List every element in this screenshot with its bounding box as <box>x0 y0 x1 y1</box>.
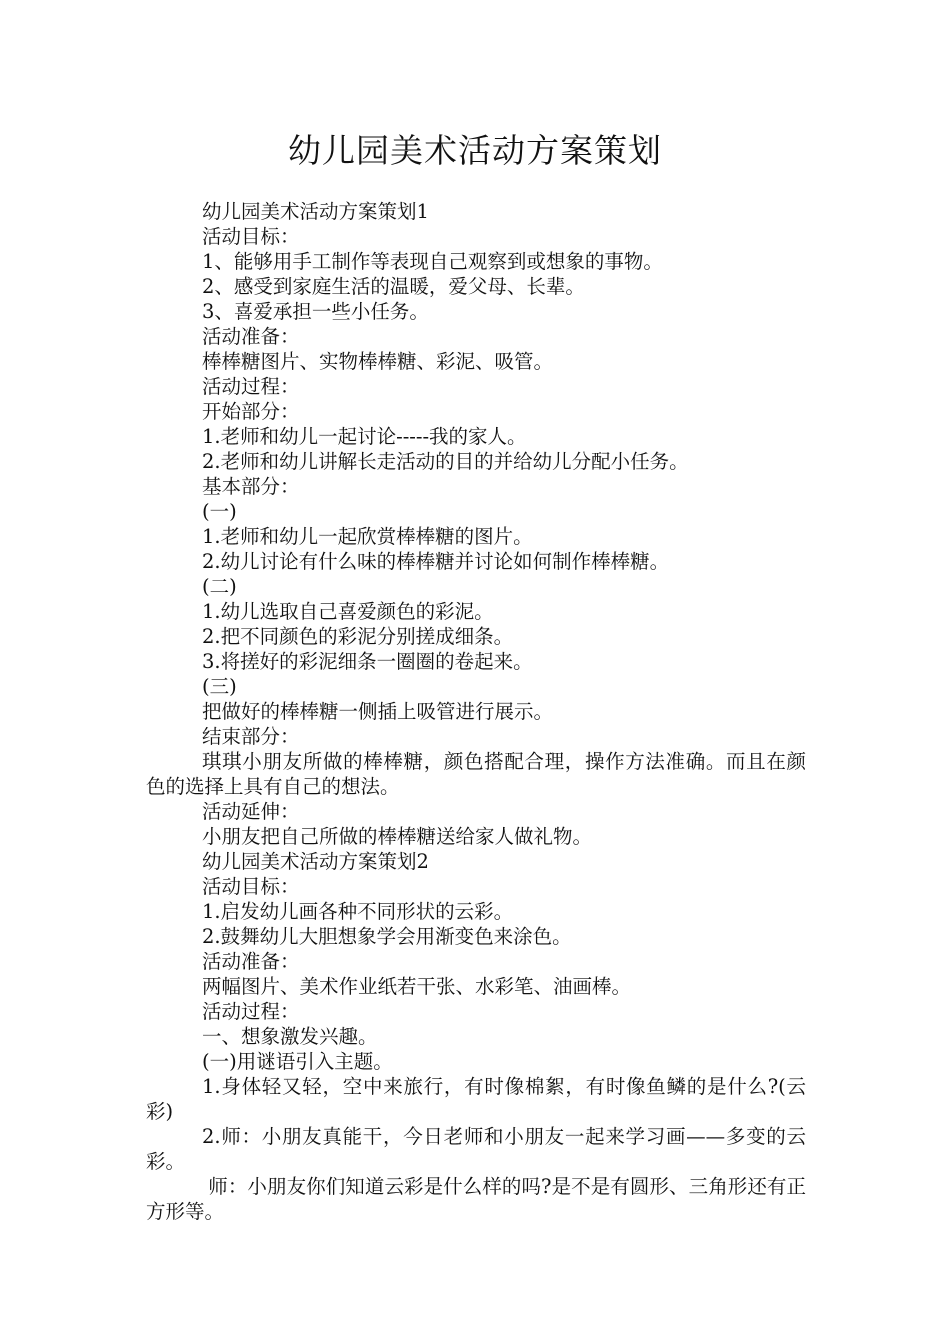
paragraph: (二) <box>202 575 237 598</box>
paragraph: 1、能够用手工制作等表现自己观察到或想象的事物。 <box>202 250 663 273</box>
paragraph: 把做好的棒棒糖一侧插上吸管进行展示。 <box>202 700 554 723</box>
paragraph: 幼儿园美术活动方案策划2 <box>202 850 429 873</box>
paragraph: 1.启发幼儿画各种不同形状的云彩。 <box>202 900 514 923</box>
paragraph: 2.幼儿讨论有什么味的棒棒糖并讨论如何制作棒棒糖。 <box>202 550 670 573</box>
paragraph: 开始部分： <box>202 400 300 423</box>
paragraph: 活动准备： <box>202 325 300 348</box>
paragraph: 活动过程： <box>202 375 300 398</box>
paragraph: 2.老师和幼儿讲解长走活动的目的并给幼儿分配小任务。 <box>202 450 689 473</box>
paragraph: 活动过程： <box>202 1000 300 1023</box>
paragraph: 2.鼓舞幼儿大胆想象学会用渐变色来涂色。 <box>202 925 572 948</box>
paragraph: 2.师：小朋友真能干，今日老师和小朋友一起来学习画——多变的云彩。 <box>146 1125 806 1173</box>
paragraph: 小朋友把自己所做的棒棒糖送给家人做礼物。 <box>202 825 593 848</box>
document-title: 幼儿园美术活动方案策划 <box>288 131 662 170</box>
paragraph: 活动目标： <box>202 225 300 248</box>
paragraph: 一、想象激发兴趣。 <box>202 1025 378 1048</box>
paragraph: 活动延伸： <box>202 800 300 823</box>
paragraph: 2.把不同颜色的彩泥分别搓成细条。 <box>202 625 514 648</box>
document-body <box>146 199 806 1224</box>
paragraph: 两幅图片、美术作业纸若干张、水彩笔、油画棒。 <box>202 975 632 998</box>
paragraph: 基本部分： <box>202 475 300 498</box>
paragraph: 3、喜爱承担一些小任务。 <box>202 300 429 323</box>
paragraph: 1.老师和幼儿一起讨论-----我的家人。 <box>202 425 527 448</box>
paragraph: 棒棒糖图片、实物棒棒糖、彩泥、吸管。 <box>202 350 554 373</box>
paragraph: 结束部分： <box>202 725 300 748</box>
paragraph: 1.老师和幼儿一起欣赏棒棒糖的图片。 <box>202 525 533 548</box>
paragraph: 1.幼儿选取自己喜爱颜色的彩泥。 <box>202 600 494 623</box>
paragraph: 2、感受到家庭生活的温暖，爱父母、长辈。 <box>202 275 585 298</box>
paragraph: 1.身体轻又轻，空中来旅行，有时像棉絮，有时像鱼鳞的是什么?(云彩) <box>146 1075 806 1123</box>
paragraph: (一)用谜语引入主题。 <box>202 1050 393 1073</box>
paragraph: 幼儿园美术活动方案策划1 <box>202 200 429 223</box>
paragraph: (三) <box>202 675 237 698</box>
paragraph: 琪琪小朋友所做的棒棒糖，颜色搭配合理，操作方法准确。而且在颜色的选择上具有自己的想法。 <box>146 750 806 798</box>
paragraph: 师：小朋友你们知道云彩是什么样的吗?是不是有圆形、三角形还有正方形等。 <box>146 1175 806 1223</box>
paragraph: 活动目标： <box>202 875 300 898</box>
paragraph: 活动准备： <box>202 950 300 973</box>
paragraph: (一) <box>202 500 237 523</box>
paragraph: 3.将搓好的彩泥细条一圈圈的卷起来。 <box>202 650 533 673</box>
